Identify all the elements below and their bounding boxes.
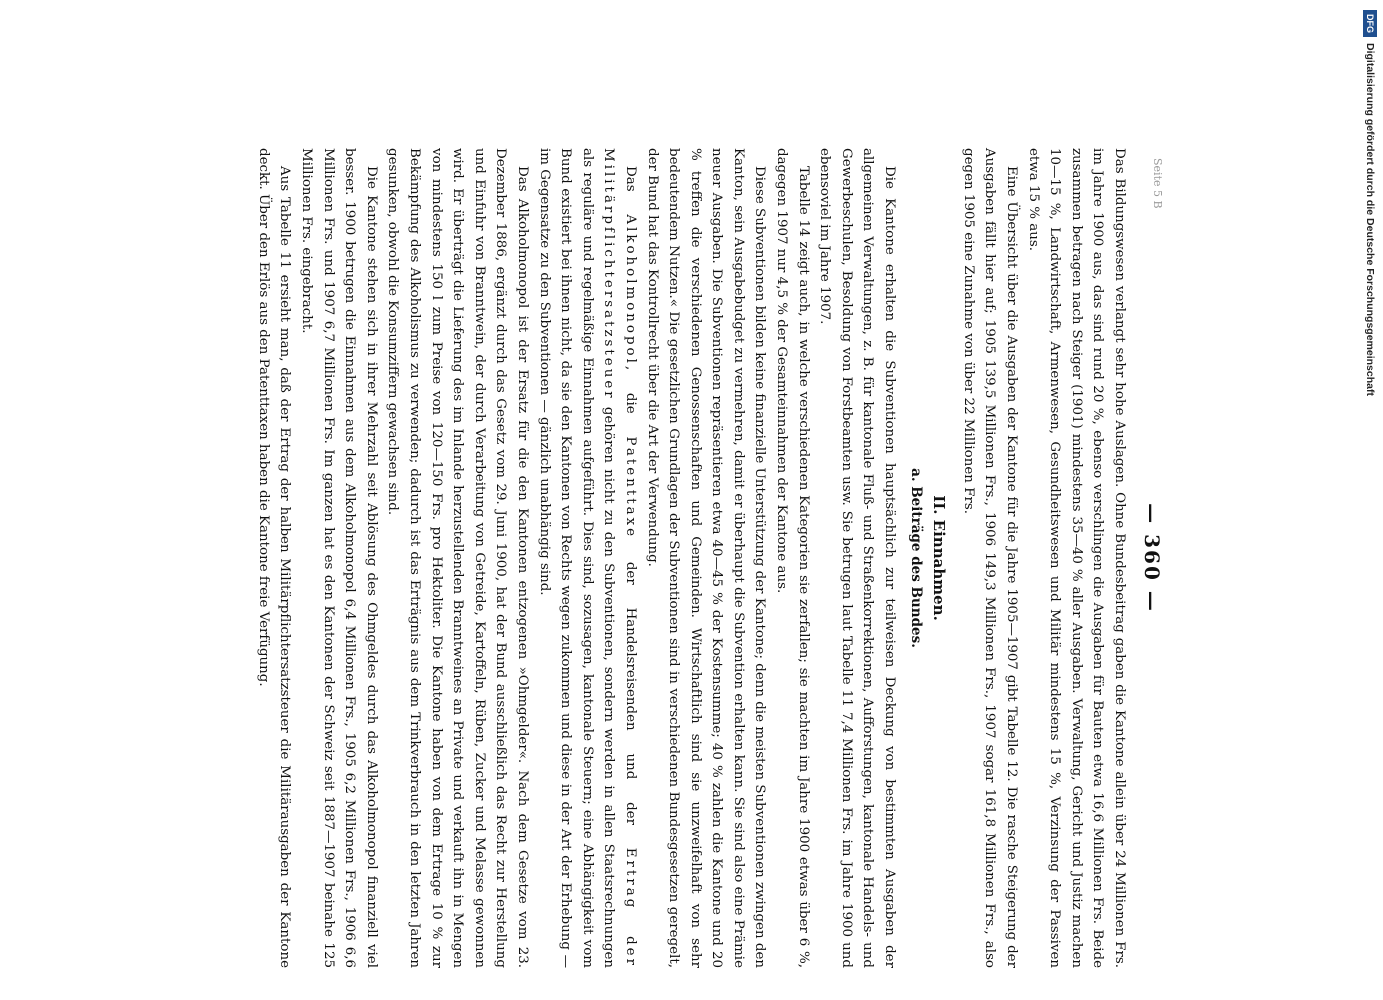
rotated-page bbox=[140, 148, 1170, 968]
p6-mid1: , die bbox=[622, 365, 638, 437]
dfg-logo: DFG bbox=[1363, 10, 1377, 37]
paragraph-9: Aus Tabelle 11 ersieht man, daß der Ertrag der halben Militärpflichtersatzsteuer die Militärausgaben der Kantone deckt. Über den Erlös aus den Patenttaxen haben die Kantone freie Verfügung. bbox=[255, 148, 293, 968]
page-number: — 360 — bbox=[1140, 503, 1164, 613]
body-text bbox=[252, 148, 1130, 968]
p6-prefix: Das bbox=[622, 166, 638, 215]
paragraph-2: Eine Übersicht über die Ausgaben der Kantone für die Jahre 1905—1907 gibt Tabelle 12. Die rasche Steigerung der Ausgaben fällt hier auf; 1905 139,5 Millionen Frs., 1906 149,3 Millionen Frs., 1907 sogar 161,8 Millionen Frs., also gegen 1905 eine Zunahme von über 22 Millionen Frs. bbox=[960, 148, 1020, 968]
section-heading: II. Einnahmen. bbox=[930, 495, 949, 621]
paragraph-8: Die Kantone stehen sich in ihrer Mehrzahl seit Ablösung des Ohmgeldes durch das Alkoholmonopol finanziell viel besser. 1900 betrugen die Einnahmen aus dem Alkoholmonopol 6,4 Millionen Frs., 1905 6,2 Millionen Frs., 1906 6,6 Millionen Frs. und 1907 6,7 Millionen Frs. Im ganzen hat es den Kantonen der Schweiz seit 1887—1907 beinahe 125 Millionen Frs. eingebracht. bbox=[299, 148, 379, 968]
page-header bbox=[1134, 148, 1170, 968]
term-alkoholmonopol: Alkoholmonopol bbox=[622, 214, 638, 366]
paragraph-1: Das Bildungswesen verlangt sehr hohe Auslagen. Ohne Bundesbeitrag gaben die Kantone allein über 24 Millionen Frs. im Jahre 1900 aus, das sind rund 20 %, ebenso verschlingen die Ausgaben für Bauten etwa 16,6 Millionen Frs. Beide zusammen betragen nach Steiger (1901) mindestens 35—40 % aller Ausgaben. Verwaltung, Gericht und Justiz machen 10—15 %, Landwirtschaft, Armenwesen, Gesundheitswesen und Militär mindestens 15 %, Verzinsung der Passiven etwa 15 % aus. bbox=[1025, 148, 1127, 968]
dfg-credit-text: Digitalisierung gefördert durch die Deutsche Forschungsgemeinschaft bbox=[1364, 43, 1376, 396]
term-patenttaxe: Patenttaxe bbox=[622, 436, 638, 540]
paragraph-6 bbox=[533, 148, 641, 968]
library-stamp: Seite 5 B bbox=[1151, 158, 1164, 209]
dfg-sidebar-content bbox=[1362, 10, 1378, 990]
subsection-heading: a. Beiträge des Bundes. bbox=[907, 468, 924, 648]
page-content bbox=[140, 148, 1170, 968]
p6-mid2: der Handelsreisenden und der bbox=[622, 539, 638, 848]
term-ertrag-militaersteuer: Ertrag der Militärpflichtersatzsteuer bbox=[601, 148, 638, 968]
paragraph-3: Die Kantone erhalten die Subventionen hauptsächlich zur teilweisen Deckung von bestimmten Ausgaben der allgemeinen Verwaltungen, z. B. für kantonale Fluß- und Straßenkorrektionen, Aufforstungen, kantonale Handels- und Gewerbeschulen, Besoldung von Forstbeamten usw. Sie betrugen laut Tabelle 11 7,4 Millionen Frs. im Jahre 1900 und ebensoviel im Jahre 1907. bbox=[817, 148, 898, 968]
p6-rest: gehören nicht zu den Subventionen, sondern werden in allen Staatsrechnungen als reguläre und regelmäßige Einnahmen aufgeführt. Dies sind, sozusagen, kantonale Steuern; eine Abhängigkeit vom Bund existiert bei ihnen nicht, da sie den Kantonen von Rechts wegen zukommen und diese in der Art der Erhebung — im Gegensatze zu den Subventionen — gänzlich unabhängig sind. bbox=[536, 148, 617, 968]
paragraph-4: Tabelle 14 zeigt auch, in welche verschiedenen Kategorien sie zerfallen; sie machten im Jahre 1900 etwas über 6 %, dagegen 1907 nur 4,5 % der Gesamteinnahmen der Kantone aus. bbox=[774, 148, 811, 968]
dfg-sidebar bbox=[1362, 10, 1378, 990]
paragraph-7: Das Alkoholmonopol ist der Ersatz für die den Kantonen entzogenen »Ohmgelder«. Nach dem Gesetze vom 23. Dezember 1886, ergänzt durch das Gesetz vom 29. Juni 1900, hat der Bund ausschließlich das Recht zur Herstellung und Einfuhr von Branntwein, der durch Verarbeitung von Getreide, Kartoffeln, Rüben, Zucker und Melasse gewonnen wird. Er überträgt die Lieferung des im Inlande herzustellenden Branntweines an Private und verkauft ihn in Mengen von mindestens 150 l zum Preise von 120—150 Frs. pro Hektoliter. Die Kantone haben von dem Ertrage 10 % zur Bekämpfung des Alkoholismus zu verwenden; dadurch ist das Erträgnis aus dem Trinkverbrauch in den letzten Jahren gesunken, obwohl die Konsumziffern gewachsen sind. bbox=[385, 148, 530, 968]
paragraph-5: Diese Subventionen bilden keine finanzielle Unterstützung der Kantone; denn die meisten Subventionen zwingen den Kanton, sein Ausgabebudget zu vermehren, damit er überhaupt die Subvention erhalten kann. Sie sind also eine Prämie neuer Ausgaben. Die Subventionen repräsentieren etwa 40—45 % der Kostensumme; 40 % zahlen die Kantone und 20 % treffen die verschiedenen Genossenschaften und Gemeinden. Wirtschaftlich sind sie unzweifelhaft von sehr bedeutendem Nutzen.« Die gesetzlichen Grundlagen der Subventionen sind in verschiedenen Bundesgesetzen geregelt, der Bund hat das Kontrollrecht über die Art der Verwendung. bbox=[644, 148, 768, 968]
